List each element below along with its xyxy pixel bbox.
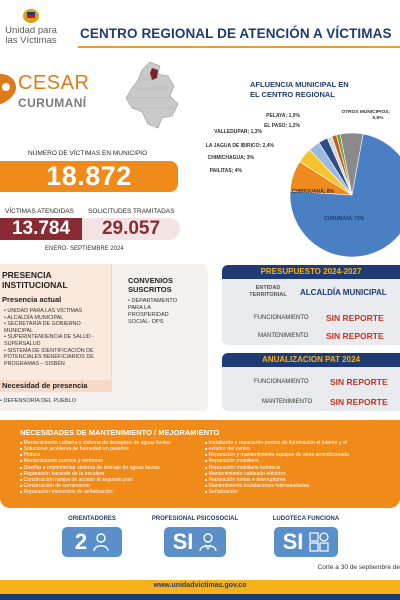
pat-row-value: SIN REPORTE [330,397,388,407]
pie-slice-label: PELAYA; 1,0% [266,113,300,119]
presence-list-item: • UNIDAD PARA LAS VÍCTIMAS [4,308,83,314]
agreement-item: PARA LA [128,305,151,311]
victims-count: 18.872 [0,161,178,192]
psychologist-icon [199,532,217,552]
budget-entity-value: ALCALDÍA MUNICIPAL [300,288,387,297]
victims-label: NÚMERO DE VÍCTIMAS EN MUNICIPIO [28,150,148,157]
presence-list [4,308,108,367]
orientadores-stat: 2 [62,527,122,557]
presence-need-label: Necesidad de presencia [0,380,112,392]
agreements-title: CONVENIOS SUSCRITOS [128,276,174,294]
budget-row-value: SIN REPORTE [326,331,384,341]
agreements-list [128,298,204,326]
attended-label: VÍCTIMAS ATENDIDAS [5,208,74,215]
municipality-name: CURUMANÍ [18,96,87,110]
agreement-item: • DEPARTAMENTO [128,298,178,304]
budget-row-value: SIN REPORTE [326,313,384,323]
period-label: ENERO- SEPTIEMBRE 2024 [45,246,124,252]
attended-value: 13.784 [0,218,82,240]
psychosocial-stat: SI [164,527,226,557]
presence-list-item: • SISTEMA DE IDENTIFICACIÓN DE [4,347,94,354]
maintenance-item: ■ Reparación tomas e interruptores [205,477,400,483]
presence-actual-label: Presencia actual [2,295,62,304]
maintenance-item: ■ Diseñar e implementar sistema de drenaje de aguas lluvias [20,465,200,471]
maintenance-item: ■ Instalación y reparación puntos de iluminación el interior y el [205,440,400,446]
pie-slice-label: LA JAGUA DE IBIRICO; 2,4% [205,143,274,149]
person-icon [93,532,109,552]
maintenance-list-left [20,440,200,495]
budget-row-label: FUNCIONAMIENTO [254,315,309,321]
maintenance-item: ■ Pintura [20,452,200,458]
ludoteca-stat: SI [274,527,338,557]
maintenance-item: ■ Mantenimiento cubierta y sistema de desagües de aguas lluvias [20,440,200,446]
presence-list-item: POTENCIALES BENEFICIARIOS DE [4,354,94,361]
pie-slice-label: PAILITAS; 4% [209,168,242,174]
budget-row-label: MANTENIMIENTO [258,333,309,339]
stat-label: PROFESIONAL PSICOSOCIAL [151,516,239,522]
pat-title: ANUALIZACION PAT 2024 [222,353,400,367]
maintenance-item: ■ Mantenimiento cableado eléctrico [205,471,400,477]
footer-url[interactable]: www.unidadvictimas.gov.co [153,582,247,589]
pie-slice-label: CURUMANÍ; 73% [323,216,365,222]
requests-label: SOLICITUDES TRAMITADAS [88,208,175,215]
pat-row-label: FUNCIONAMIENTO [254,379,309,385]
presence-list-item: SUPERSALUD [4,340,41,347]
presence-list-item: • ALCALDÍA MUNICIPAL [4,314,64,321]
department-name: CESAR [18,72,90,94]
pie-slice-label: CHIRIGUANÁ; 8% [291,189,334,195]
chart-title-text: AFLUENCIA MUNICIPAL EN EL CENTRO REGIONAL [250,80,349,99]
budget-title: PRESUPUESTO 2024-2027 [222,265,400,279]
pie-slice-label: OTROS MUNICIPIOS; [341,110,390,115]
footer-stripe [0,594,400,600]
colombia-map-icon [112,58,192,132]
pie-slice-label: EL PASO; 1,2% [264,123,300,129]
maintenance-item: ■ exterior del centro [205,446,400,452]
agreement-item: PROSPERIDAD [128,312,169,318]
maintenance-item: ■ Mantenimiento puertas y ventanas [20,458,200,464]
budget-entity-label: ENTIDAD TERRITORIAL [249,285,287,298]
pat-row-value: SIN REPORTE [330,377,388,387]
maintenance-item: ■ Construcción rampa de acceso al segundo piso [20,477,200,483]
maintenance-item: ■ Reparación mobiliario [205,458,400,464]
colombia-coat-of-arms-icon [12,6,50,24]
pie-slice-label: 5,9% [372,116,384,121]
location-pin-icon [0,70,18,106]
presence-need-item: • DEFENSORÍA DEL PUEBLO [0,398,77,404]
presence-title: PRESENCIA INSTITUCIONAL [2,270,68,290]
presence-list-item: • SUPERINTENDENCIA DE SALUD - [4,334,94,341]
stat-label: LUDOTECA FUNCIONA [272,516,340,522]
chart-title [250,80,360,100]
stat-label: ORIENTADORES [68,516,116,522]
maintenance-item: ■ Solucionar problema de humedad en paredes [20,446,200,452]
header-divider [78,46,400,48]
requests-value: 29.057 [82,218,180,240]
maintenance-item: ■ Mantenimiento instalaciones hidrosanitarias [205,483,400,489]
presence-list-item: MUNICIPAL [4,327,33,334]
agreement-item: SOCIAL- DPS [128,319,164,325]
pie-slice-label: CHIMICHAGUA; 3% [207,155,254,161]
maintenance-title: NECESIDADES DE MANTENIMIENTO / MEJORAMIENTO [20,428,220,437]
maintenance-item: ■ Reparación elementos de señalización [20,489,200,495]
maintenance-item: ■ Reparación barande de la escalera [20,471,200,477]
municipal-pie-chart [192,100,400,265]
attended-requests-pill [0,218,180,240]
maintenance-item: ■ Señalización [205,489,400,495]
maintenance-item: ■ Reparación y mantenimiento equipos de aires acondicionado [205,452,400,458]
maintenance-item: ■ Construcción de cerramiento [20,483,200,489]
logo-text: Unidad para las Víctimas [5,25,57,46]
cut-date: Corte a 30 de septiembre de [317,564,400,571]
presence-list-item: PROGRAMAS – SISBÉN [4,360,65,367]
presence-list-item: • SECRETARÍA DE GOBIERNO [4,321,81,328]
toys-icon [309,532,329,552]
maintenance-item: ■ Reparación mobiliario ludoteca [205,465,400,471]
pat-row-label: MANTENIMIENTO [262,399,313,405]
maintenance-list-right [205,440,400,495]
pie-slice-label: VALLEDUPAR; 1,3% [214,129,262,135]
page-title: CENTRO REGIONAL DE ATENCIÓN A VÍCTIMAS [80,26,392,41]
